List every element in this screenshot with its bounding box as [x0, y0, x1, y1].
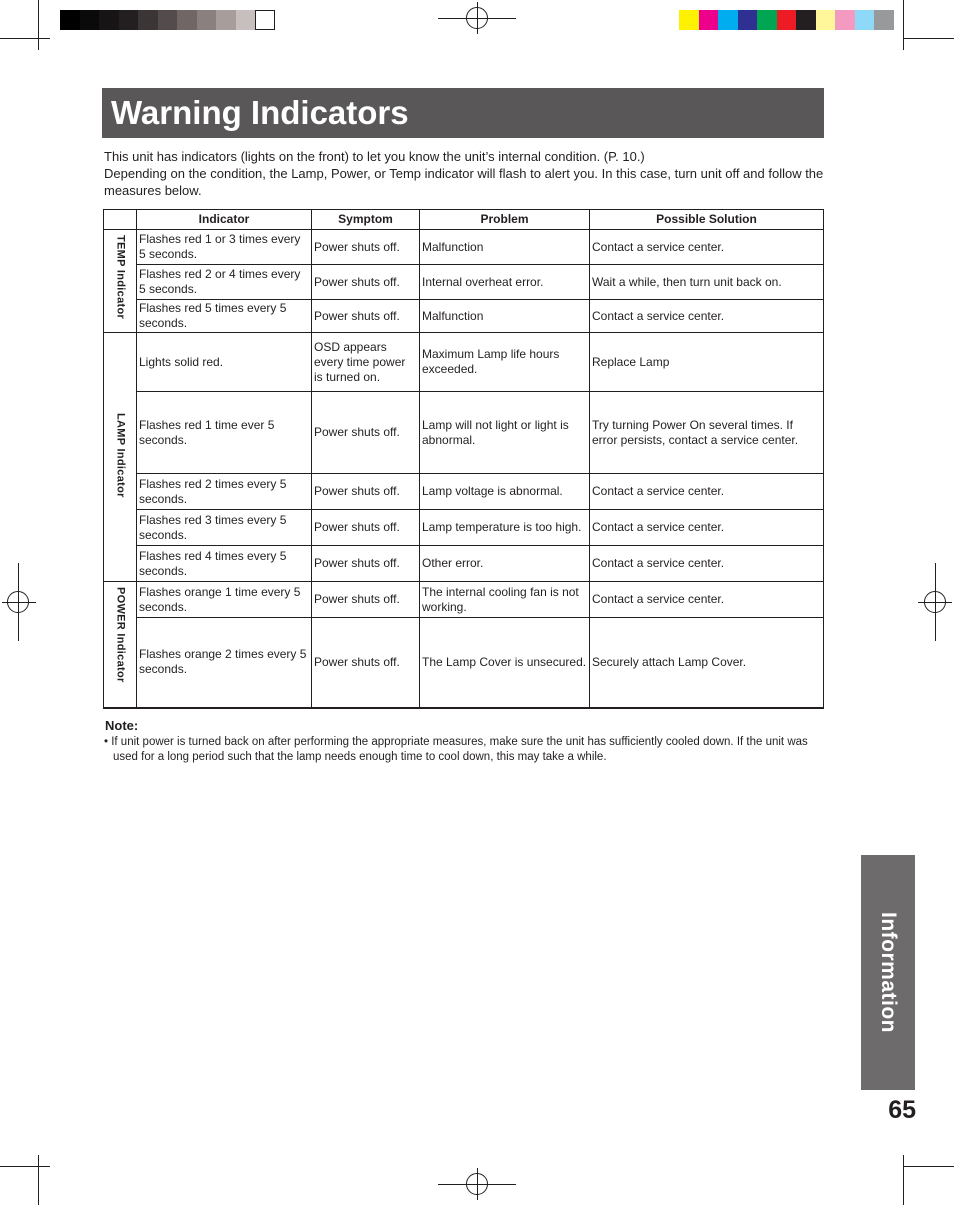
- cell-symptom: Power shuts off.: [312, 230, 420, 265]
- cell-symptom: Power shuts off.: [312, 265, 420, 300]
- group-label: TEMP Indicator: [114, 235, 127, 320]
- note-body: • If unit power is turned back on after performing the appropriate measures, make sure the unit has sufficiently cooled down. If the unit was used for a long period such that the lamp needs enough time to cool down, this may take a while.: [104, 736, 808, 763]
- cell-indicator: Flashes red 2 or 4 times every 5 seconds.: [137, 265, 312, 300]
- cell-problem: The internal cooling fan is not working.: [420, 582, 590, 618]
- temp-indicator-group: [104, 230, 137, 333]
- section-tab-label: Information: [877, 912, 900, 1033]
- cell-symptom: Power shuts off.: [312, 546, 420, 582]
- gray-swatch: [216, 10, 236, 30]
- registration-mark: [466, 7, 488, 29]
- cell-problem: Malfunction: [420, 300, 590, 333]
- header-problem: Problem: [420, 210, 590, 230]
- registration-mark: [7, 591, 29, 613]
- intro-line-2: Depending on the condition, the Lamp, Power, or Temp indicator will flash to alert you. In this case, turn unit off and follow the measures below.: [104, 166, 824, 198]
- intro-line-1: This unit has indicators (lights on the front) to let you know the unit’s internal condition. (P. 10.): [104, 149, 645, 164]
- cell-symptom: Power shuts off.: [312, 392, 420, 474]
- color-swatch: [835, 10, 855, 30]
- color-swatch: [816, 10, 836, 30]
- header-blank: [104, 210, 137, 230]
- crop-mark: [904, 1166, 954, 1167]
- color-swatch: [777, 10, 797, 30]
- note-title: Note:: [105, 718, 139, 733]
- cell-solution: Wait a while, then turn unit back on.: [590, 265, 824, 300]
- crop-mark: [904, 38, 954, 39]
- cell-problem: Maximum Lamp life hours exceeded.: [420, 333, 590, 392]
- color-swatch: [699, 10, 719, 30]
- cell-solution: Contact a service center.: [590, 546, 824, 582]
- gray-swatch: [60, 10, 80, 30]
- cell-indicator: Flashes orange 1 time every 5 seconds.: [137, 582, 312, 618]
- cell-problem: Lamp will not light or light is abnormal.: [420, 392, 590, 474]
- cell-indicator: Flashes orange 2 times every 5 seconds.: [137, 618, 312, 708]
- cell-indicator: Flashes red 5 times every 5 seconds.: [137, 300, 312, 333]
- table-row: [104, 510, 824, 546]
- crop-mark: [0, 1166, 50, 1167]
- cell-solution: Securely attach Lamp Cover.: [590, 618, 824, 708]
- table-row: [104, 265, 824, 300]
- cell-indicator: Flashes red 1 time ever 5 seconds.: [137, 392, 312, 474]
- cell-problem: The Lamp Cover is unsecured.: [420, 618, 590, 708]
- crop-mark: [903, 1155, 904, 1205]
- crop-mark: [38, 1155, 39, 1205]
- warning-indicator-table: [103, 209, 824, 709]
- registration-mark: [924, 591, 946, 613]
- cell-indicator: Flashes red 4 times every 5 seconds.: [137, 546, 312, 582]
- cell-indicator: Flashes red 1 or 3 times every 5 seconds.: [137, 230, 312, 265]
- table-row: [104, 333, 824, 392]
- cell-symptom: OSD appears every time power is turned on.: [312, 333, 420, 392]
- color-swatch: [757, 10, 777, 30]
- crop-mark: [38, 0, 39, 50]
- cell-symptom: Power shuts off.: [312, 300, 420, 333]
- cell-problem: Lamp temperature is too high.: [420, 510, 590, 546]
- table-row: [104, 300, 824, 333]
- header-symptom: Symptom: [312, 210, 420, 230]
- gray-swatch: [236, 10, 256, 30]
- header-indicator: Indicator: [137, 210, 312, 230]
- cell-solution: Replace Lamp: [590, 333, 824, 392]
- cell-indicator: Flashes red 2 times every 5 seconds.: [137, 474, 312, 510]
- section-side-tab: [861, 855, 915, 1090]
- color-swatch: [718, 10, 738, 30]
- gray-swatch: [197, 10, 217, 30]
- table-header-row: [104, 210, 824, 230]
- group-label: LAMP Indicator: [114, 412, 127, 498]
- cell-problem: Other error.: [420, 546, 590, 582]
- cell-solution: Try turning Power On several times. If error persists, contact a service center.: [590, 392, 824, 474]
- page-title-bar: [102, 88, 824, 138]
- cell-solution: Contact a service center.: [590, 230, 824, 265]
- gray-swatch: [255, 10, 275, 30]
- gray-swatch: [158, 10, 178, 30]
- cell-solution: Contact a service center.: [590, 300, 824, 333]
- cell-symptom: Power shuts off.: [312, 510, 420, 546]
- color-swatch: [679, 10, 699, 30]
- page-title: Warning Indicators: [111, 94, 409, 131]
- table-row: [104, 582, 824, 618]
- color-swatch: [874, 10, 894, 30]
- gray-swatch: [99, 10, 119, 30]
- cell-symptom: Power shuts off.: [312, 582, 420, 618]
- lamp-indicator-group: [104, 333, 137, 582]
- cell-solution: Contact a service center.: [590, 510, 824, 546]
- gray-swatch: [177, 10, 197, 30]
- cell-problem: Lamp voltage is abnormal.: [420, 474, 590, 510]
- intro-text: [104, 148, 824, 199]
- gray-swatch: [138, 10, 158, 30]
- header-solution: Possible Solution: [590, 210, 824, 230]
- cell-solution: Contact a service center.: [590, 474, 824, 510]
- table-row: [104, 392, 824, 474]
- table-row: [104, 546, 824, 582]
- table-row: [104, 618, 824, 708]
- power-indicator-group: [104, 582, 137, 708]
- color-swatch: [738, 10, 758, 30]
- group-label: POWER Indicator: [114, 587, 127, 683]
- crop-mark: [903, 0, 904, 50]
- registration-mark: [466, 1173, 488, 1195]
- cell-solution: Contact a service center.: [590, 582, 824, 618]
- crop-mark: [0, 38, 50, 39]
- page-number: 65: [888, 1096, 916, 1124]
- table-row: [104, 230, 824, 265]
- cell-symptom: Power shuts off.: [312, 474, 420, 510]
- cell-problem: Malfunction: [420, 230, 590, 265]
- color-swatch: [796, 10, 816, 30]
- table-row: [104, 474, 824, 510]
- gray-swatch: [119, 10, 139, 30]
- color-swatch: [855, 10, 875, 30]
- cell-indicator: Lights solid red.: [137, 333, 312, 392]
- gray-swatch: [80, 10, 100, 30]
- cell-problem: Internal overheat error.: [420, 265, 590, 300]
- cell-indicator: Flashes red 3 times every 5 seconds.: [137, 510, 312, 546]
- cell-symptom: Power shuts off.: [312, 618, 420, 708]
